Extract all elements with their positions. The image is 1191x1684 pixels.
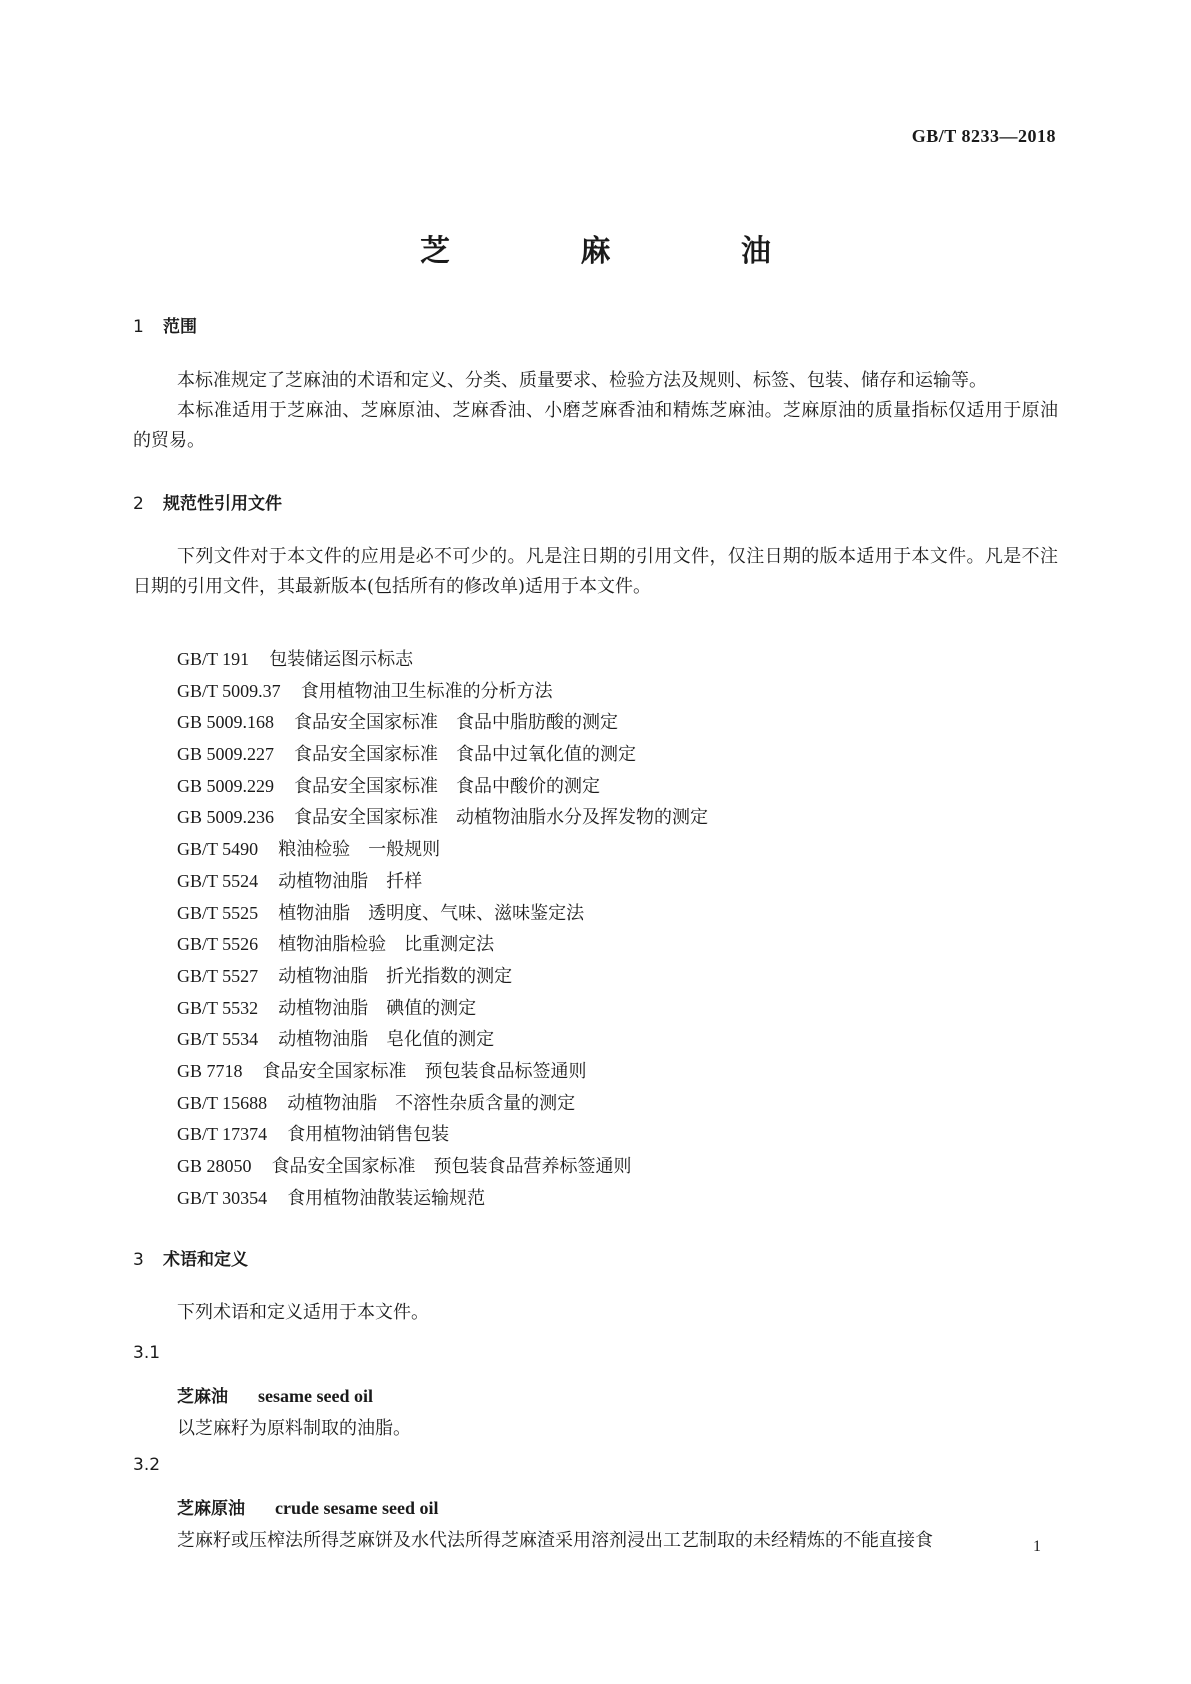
reference-title: 动植物油脂 折光指数的测定 <box>278 965 513 987</box>
reference-item <box>177 676 708 708</box>
term-heading <box>177 1494 438 1519</box>
reference-title: 食用植物油卫生标准的分析方法 <box>300 680 553 702</box>
reference-code: GB 5009.229 <box>177 775 275 796</box>
reference-code: GB/T 5524 <box>177 870 259 891</box>
section-title: 术语和定义 <box>163 1250 248 1270</box>
section-2-intro: 下列文件对于本文件的应用是必不可少的。凡是注日期的引用文件，仅注日期的版本适用于本文件。凡是不注日期的引用文件，其最新版本(包括所有的修改单)适用于本文件。 <box>133 546 1058 597</box>
clause-number: 3.1 <box>133 1343 161 1363</box>
term-en: sesame seed oil <box>258 1386 373 1406</box>
reference-title: 植物油脂 透明度、气味、滋味鉴定法 <box>278 902 585 924</box>
section-title: 范围 <box>163 317 197 337</box>
term-zh: 芝麻油 <box>177 1387 228 1407</box>
reference-item <box>177 1119 708 1151</box>
reference-item <box>177 961 708 993</box>
term-definition: 以芝麻籽为原料制取的油脂。 <box>177 1418 411 1439</box>
reference-title: 食品安全国家标准 预包装食品标签通则 <box>262 1060 587 1082</box>
page-number: 1 <box>1033 1538 1041 1555</box>
section-title: 规范性引用文件 <box>163 494 282 514</box>
reference-item <box>177 1183 708 1215</box>
reference-item <box>177 707 708 739</box>
reference-item <box>177 739 708 771</box>
reference-item <box>177 771 708 803</box>
reference-code: GB/T 5534 <box>177 1029 259 1050</box>
reference-title: 食品安全国家标准 食品中脂肪酸的测定 <box>294 712 619 734</box>
section-1-heading <box>133 312 197 337</box>
reference-title: 动植物油脂 皂化值的测定 <box>278 1029 495 1051</box>
reference-code: GB/T 17374 <box>177 1124 268 1145</box>
reference-code: GB/T 15688 <box>177 1092 268 1113</box>
section-1-paragraph-1: 本标准规定了芝麻油的术语和定义、分类、质量要求、检验方法及规则、标签、包装、储存和运输等。 <box>177 370 987 391</box>
reference-title: 动植物油脂 碘值的测定 <box>278 997 477 1019</box>
reference-code: GB/T 5525 <box>177 902 259 923</box>
term-en: crude sesame seed oil <box>275 1498 439 1518</box>
term-heading <box>177 1382 373 1407</box>
reference-item <box>177 929 708 961</box>
reference-title: 粮油检验 一般规则 <box>278 839 441 861</box>
reference-title: 食用植物油散装运输规范 <box>287 1187 486 1209</box>
section-number: 2 <box>133 494 144 514</box>
reference-item <box>177 802 708 834</box>
reference-title: 食品安全国家标准 动植物油脂水分及挥发物的测定 <box>294 807 709 829</box>
reference-code: GB/T 5009.37 <box>177 680 281 701</box>
reference-item <box>177 834 708 866</box>
reference-code: GB/T 191 <box>177 649 250 669</box>
reference-title: 植物油脂检验 比重测定法 <box>278 934 495 956</box>
section-2-heading <box>133 489 282 514</box>
reference-title: 食品安全国家标准 食品中过氧化值的测定 <box>294 744 637 766</box>
section-number: 1 <box>133 317 144 337</box>
reference-item <box>177 898 708 930</box>
reference-item <box>177 1056 708 1088</box>
reference-item <box>177 1151 708 1183</box>
reference-title: 食品安全国家标准 预包装食品营养标签通则 <box>271 1156 632 1177</box>
standard-number: GB/T 8233—2018 <box>911 126 1056 146</box>
reference-code: GB/T 5490 <box>177 839 259 860</box>
section-number: 3 <box>133 1250 144 1270</box>
section-3-intro: 下列术语和定义适用于本文件。 <box>177 1302 429 1323</box>
reference-code: GB 7718 <box>177 1060 243 1081</box>
normative-references-list <box>177 644 708 1214</box>
reference-title: 食品安全国家标准 食品中酸价的测定 <box>294 775 601 797</box>
reference-item <box>177 1088 708 1120</box>
term-zh: 芝麻原油 <box>177 1499 245 1519</box>
reference-title: 动植物油脂 扦样 <box>278 870 423 892</box>
reference-code: GB/T 30354 <box>177 1187 268 1208</box>
reference-code: GB 5009.227 <box>177 744 275 765</box>
reference-code: GB 5009.236 <box>177 807 275 828</box>
term-definition: 芝麻籽或压榨法所得芝麻饼及水代法所得芝麻渣采用溶剂浸出工艺制取的未经精炼的不能直接食 <box>177 1530 933 1551</box>
reference-item <box>177 1024 708 1056</box>
clause-number: 3.2 <box>133 1455 161 1475</box>
document-title: 芝 麻 油 <box>420 234 831 269</box>
reference-code: GB/T 5527 <box>177 965 259 986</box>
section-1-paragraph-2: 本标准适用于芝麻油、芝麻原油、芝麻香油、小磨芝麻香油和精炼芝麻油。芝麻原油的质量指标仅适用于原油的贸易。 <box>133 400 1058 451</box>
reference-code: GB/T 5526 <box>177 934 259 955</box>
reference-code: GB/T 5532 <box>177 997 259 1018</box>
section-3-heading <box>133 1245 248 1270</box>
reference-code: GB 5009.168 <box>177 712 275 733</box>
reference-item <box>177 993 708 1025</box>
reference-title: 动植物油脂 不溶性杂质含量的测定 <box>287 1092 576 1114</box>
reference-code: GB 28050 <box>177 1156 252 1176</box>
reference-item <box>177 866 708 898</box>
reference-title: 包装储运图示标志 <box>269 649 414 670</box>
reference-item <box>177 644 708 676</box>
reference-title: 食用植物油销售包装 <box>287 1124 450 1146</box>
